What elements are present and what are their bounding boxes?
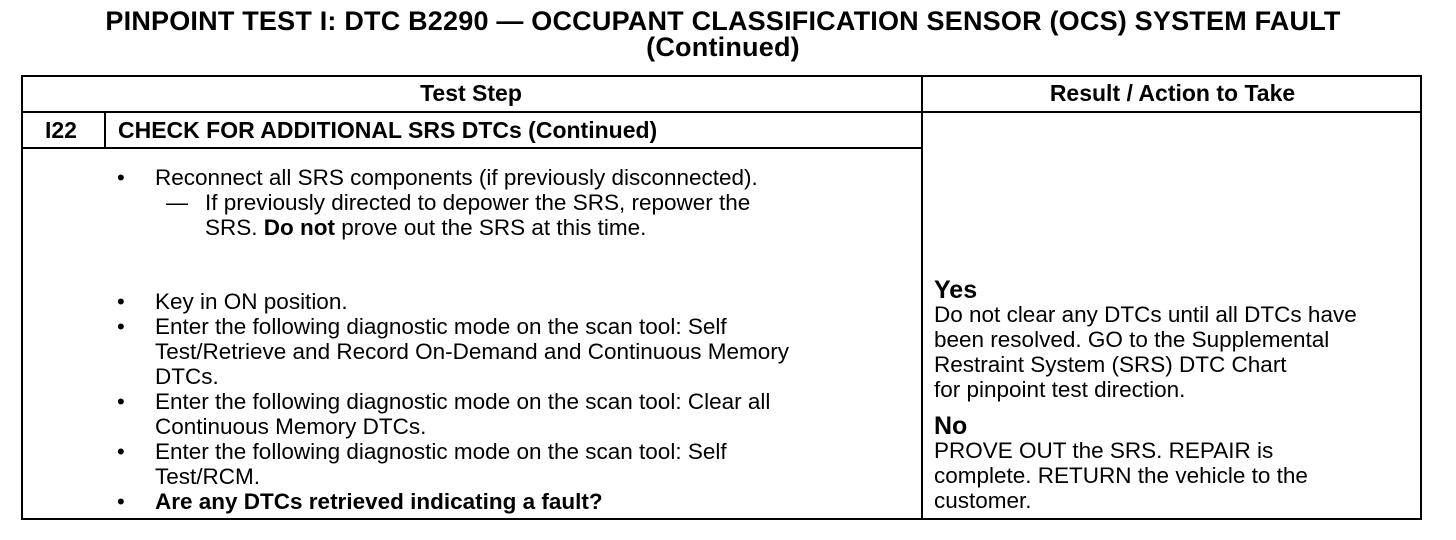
bullet-icon: • (117, 489, 125, 514)
result-yes-line-1: Do not clear any DTCs until all DTCs have (934, 302, 1357, 327)
page-title (0, 8, 1446, 60)
step-number: I22 (45, 117, 77, 143)
result-yes-label: Yes (934, 276, 978, 304)
result-no-line-2: complete. RETURN the vehicle to the (934, 463, 1308, 488)
sub-instruction-repower-2: SRS. Do not prove out the SRS at this time. (205, 215, 647, 240)
instruction-self-test-1: Enter the following diagnostic mode on the scan tool: Self (155, 314, 727, 339)
result-yes-line-4: for pinpoint test direction. (934, 377, 1186, 402)
step-title-divider (21, 147, 922, 149)
header-divider (21, 111, 1422, 113)
result-no-label: No (934, 412, 968, 440)
instruction-self-test-2: Test/Retrieve and Record On-Demand and Continuous Memory (155, 339, 790, 364)
bullet-icon: • (117, 314, 125, 339)
result-no-line-3: customer. (934, 488, 1032, 513)
instruction-rcm-1: Enter the following diagnostic mode on the scan tool: Self (155, 439, 727, 464)
step-number-divider (104, 111, 106, 148)
sub-instruction-repower-1: If previously directed to depower the SRS, repower the (205, 190, 751, 215)
result-no-line-1: PROVE OUT the SRS. REPAIR is (934, 438, 1274, 463)
bullet-icon: • (117, 289, 125, 314)
title-line-1: PINPOINT TEST I: DTC B2290 — OCCUPANT CLASSIFICATION SENSOR (OCS) SYSTEM FAULT (105, 6, 1341, 36)
instruction-self-test-3: DTCs. (155, 364, 219, 389)
bullet-icon: • (117, 165, 125, 190)
dash-icon: — (166, 190, 188, 215)
instruction-clear-2: Continuous Memory DTCs. (155, 414, 427, 439)
bullet-icon: • (117, 439, 125, 464)
header-test-step: Test Step (420, 80, 522, 106)
question-dtcs-retrieved: Are any DTCs retrieved indicating a fault? (155, 489, 603, 514)
title-line-2: (Continued) (646, 32, 800, 62)
instruction-key-on: Key in ON position. (155, 289, 348, 314)
column-divider (921, 75, 923, 520)
header-result-action: Result / Action to Take (1049, 80, 1296, 106)
result-yes-line-2: been resolved. GO to the Supplemental (934, 327, 1330, 352)
step-title: CHECK FOR ADDITIONAL SRS DTCs (Continued) (118, 117, 658, 143)
result-yes-line-3: Restraint System (SRS) DTC Chart (934, 352, 1287, 377)
instruction-rcm-2: Test/RCM. (155, 464, 261, 489)
instruction-reconnect: Reconnect all SRS components (if previously disconnected). (155, 165, 758, 190)
bullet-icon: • (117, 389, 125, 414)
instruction-clear-1: Enter the following diagnostic mode on the scan tool: Clear all (155, 389, 771, 414)
